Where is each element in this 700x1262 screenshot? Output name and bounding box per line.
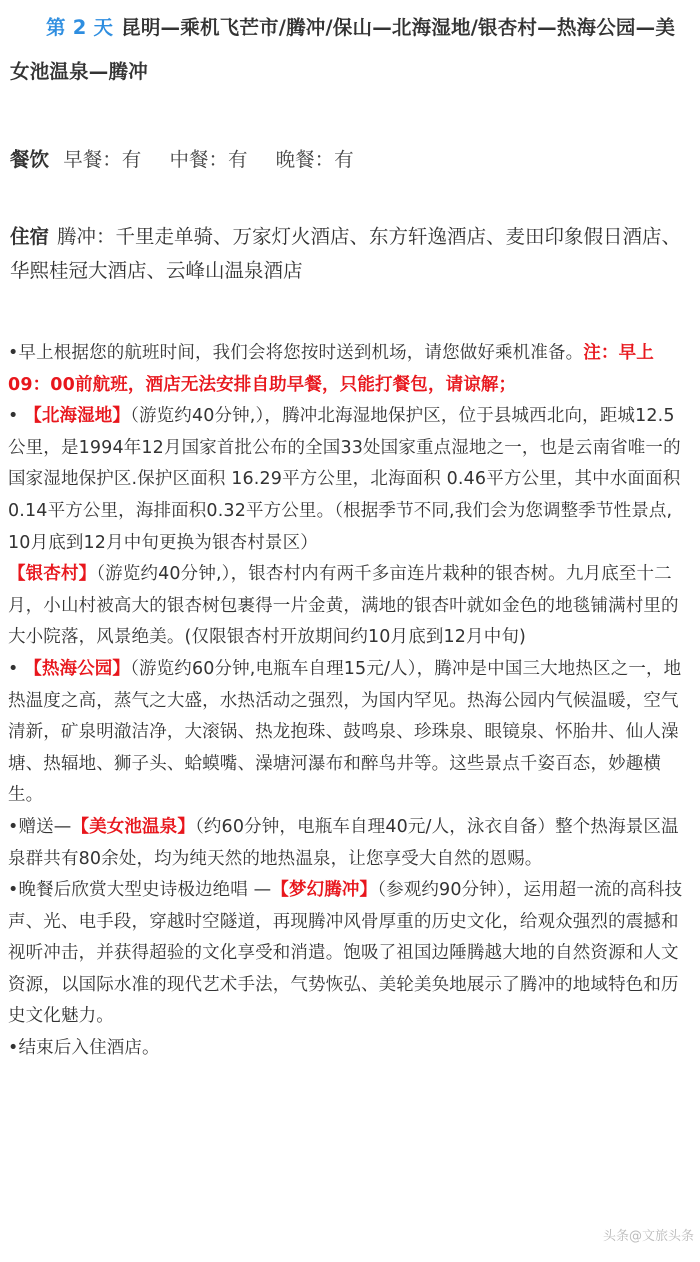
day-heading [10,6,694,94]
gift-prefix: •赠送— [8,816,72,837]
beihai-wetland-title: 【北海湿地】 [24,406,131,427]
hot-spring-title: 【美女池温泉】 [71,816,195,837]
checkin-text: •结束后入住酒店。 [8,1038,160,1059]
hot-spring-text: （约60分钟，电瓶车自理40元/人，泳衣自备）整个热海景区温泉群共有80余处，均为纯天然的地热温泉，让您享受大自然的恩赐。 [8,816,679,869]
rehai-park-title: 【热海公园】 [24,658,131,679]
rehai-park-text: （游览约60分钟,电瓶车自理15元/人），腾冲是中国三大地热区之一，地热温度之高，蒸气之大盛，水热活动之强烈，为国内罕见。热海公园内气候温暖，空气清新，矿泉明澈洁净，大滚锅、热龙抱珠、鼓鸣泉、珍珠泉、眼镜泉、怀胎井、仙人澡塘、热辐地、狮子头、蛤蟆嘴、澡塘河瀑布和醉鸟井等。这些景点千姿百态，妙趣横生。 [8,658,682,806]
ginkgo-village-text: （游览约40分钟,），银杏村内有两千多亩连片栽种的银杏树。九月底至十二月，小山村被高大的银杏树包裹得一片金黄，满地的银杏叶就如金色的地毯铺满村里的大小院落，风景绝美。(仅限银杏村开放期间约10月底到12月中旬) [8,564,679,648]
paragraph-show [8,875,692,1033]
bullet: • [8,658,25,679]
dinner-info: 晚餐：有 [275,148,354,171]
accommodation-hotels: 腾冲：千里走单骑、万家灯火酒店、东方轩逸酒店、麦田印象假日酒店、华熙桂冠大酒店、云峰山温泉酒店 [10,225,682,282]
paragraph-hot-spring [8,812,692,875]
departure-text: •早上根据您的航班时间，我们会将您按时送到机场，请您做好乘机准备。 [8,343,584,363]
lunch-info: 中餐：有 [169,148,248,171]
accommodation-row [10,220,694,288]
watermark: 头条@文旅头条 [602,1229,694,1244]
bullet: • [8,406,25,427]
breakfast-note: 注：早上09：00前航班，酒店无法安排自助早餐，只能打餐包，请谅解； [8,343,654,395]
show-prefix: •晚餐后欣赏大型史诗极边绝唱 — [8,880,272,901]
day-route: 昆明—乘机飞芒市/腾冲/保山—北海湿地/银杏村—热海公园—美女池温泉—腾冲 [10,16,676,83]
meals-row [10,143,376,177]
show-text: （参观约90分钟），运用超一流的高科技声、光、电手段，穿越时空隧道，再现腾冲风骨厚重的历史文化，给观众强烈的震撼和视听冲击，并获得超验的文化享受和消遣。饱吸了祖国边陲腾越大地的自然资源和人文资源，以国际水准的现代艺术手法，气势恢弘、美轮美奂地展示了腾冲的地域特色和历史文化魅力。 [8,880,683,1027]
ginkgo-village-title: 【银杏村】 [8,564,97,585]
meals-label: 餐饮 [10,148,50,171]
paragraph-ginkgo-village [8,559,692,654]
beihai-wetland-text: （游览约40分钟,），腾冲北海湿地保护区，位于县城西北向，距城12.5公里，是1994年12月国家首批公布的全国33处国家重点湿地之一，也是云南省唯一的国家湿地保护区.保护区面积 16.29平方公里，北海面积 0.46平方公里，其中水面面积0.14平方公里，海排面积0.32平方公里。（根据季节不同,我们会为您调整季节性景点, 10月底到12月中旬更换为银杏村景区） [8,406,681,553]
accommodation-label: 住宿 [10,225,50,248]
paragraph-rehai-park [8,654,692,812]
show-title: 【梦幻腾冲】 [271,880,378,901]
itinerary-body [8,338,692,1065]
paragraph-beihai-wetland [8,401,692,559]
paragraph-checkin [8,1033,692,1065]
paragraph-departure [8,338,692,401]
breakfast-info: 早餐：有 [63,148,142,171]
day-number: 第 2 天 [46,16,114,39]
